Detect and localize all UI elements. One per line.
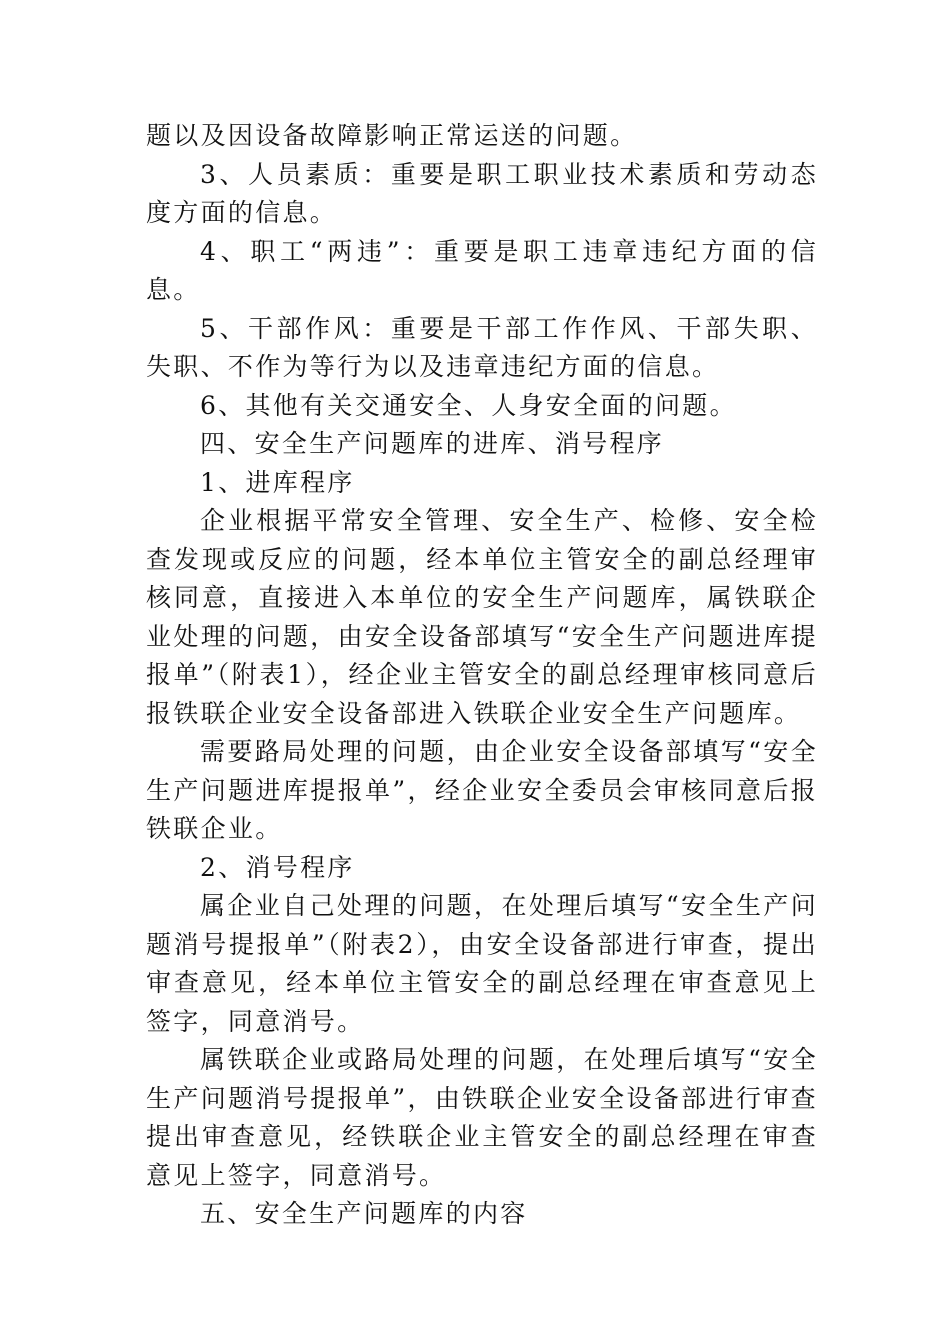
paragraph-entry-procedure: 企业根据平常安全管理、安全生产、检修、安全检查发现或反应的问题，经本单位主管安全的副总经理审核同意，直接进入本单位的安全生产问题库，属铁联企业处理的问题，由安全设备部填写“安全生产问题进库提报单”（附表1），经企业主管安全的副总经理审核同意后报铁联企业安全设备部进入铁联企业安全生产问题库。: [146, 506, 818, 728]
document-body: [146, 117, 818, 1234]
section-heading-contents: 五、安全生产问题库的内容: [200, 1199, 528, 1228]
paragraph-enterprise-closure: 属企业自己处理的问题，在处理后填写“安全生产问题消号提报单”（附表2），由安全设备部进行审查，提出审查意见，经本单位主管安全的副总经理在审查意见上签字，同意消号。: [146, 891, 818, 1036]
paragraph-cadre-style: 5、干部作风：重要是干部工作作风、干部失职、失职、不作为等行为以及违章违纪方面的信息。: [146, 313, 818, 381]
paragraph-joint-closure: 属铁联企业或路局处理的问题，在处理后填写“安全生产问题消号提报单”，由铁联企业安全设备部进行审查提出审查意见，经铁联企业主管安全的副总经理在审查意见上签字，同意消号。: [146, 1045, 818, 1190]
paragraph-bureau-issues: 需要路局处理的问题，由企业安全设备部填写“安全生产问题进库提报单”，经企业安全委员会审核同意后报铁联企业。: [146, 737, 818, 843]
subheading-closure-procedure: 2、消号程序: [200, 852, 355, 882]
subheading-entry-procedure: 1、进库程序: [200, 467, 355, 497]
paragraph-staff-violations: 4、职工“两违”：重要是职工违章违纪方面的信息。: [146, 236, 818, 304]
paragraph-staff-quality: 3、人员素质：重要是职工职业技术素质和劳动态度方面的信息。: [146, 159, 818, 227]
paragraph-other-issues: 6、其他有关交通安全、人身安全面的问题。: [200, 390, 737, 420]
paragraph-continuation: 题以及因设备故障影响正常运送的问题。: [146, 121, 638, 150]
section-heading-procedures: 四、安全生产问题库的进库、消号程序: [200, 429, 665, 458]
